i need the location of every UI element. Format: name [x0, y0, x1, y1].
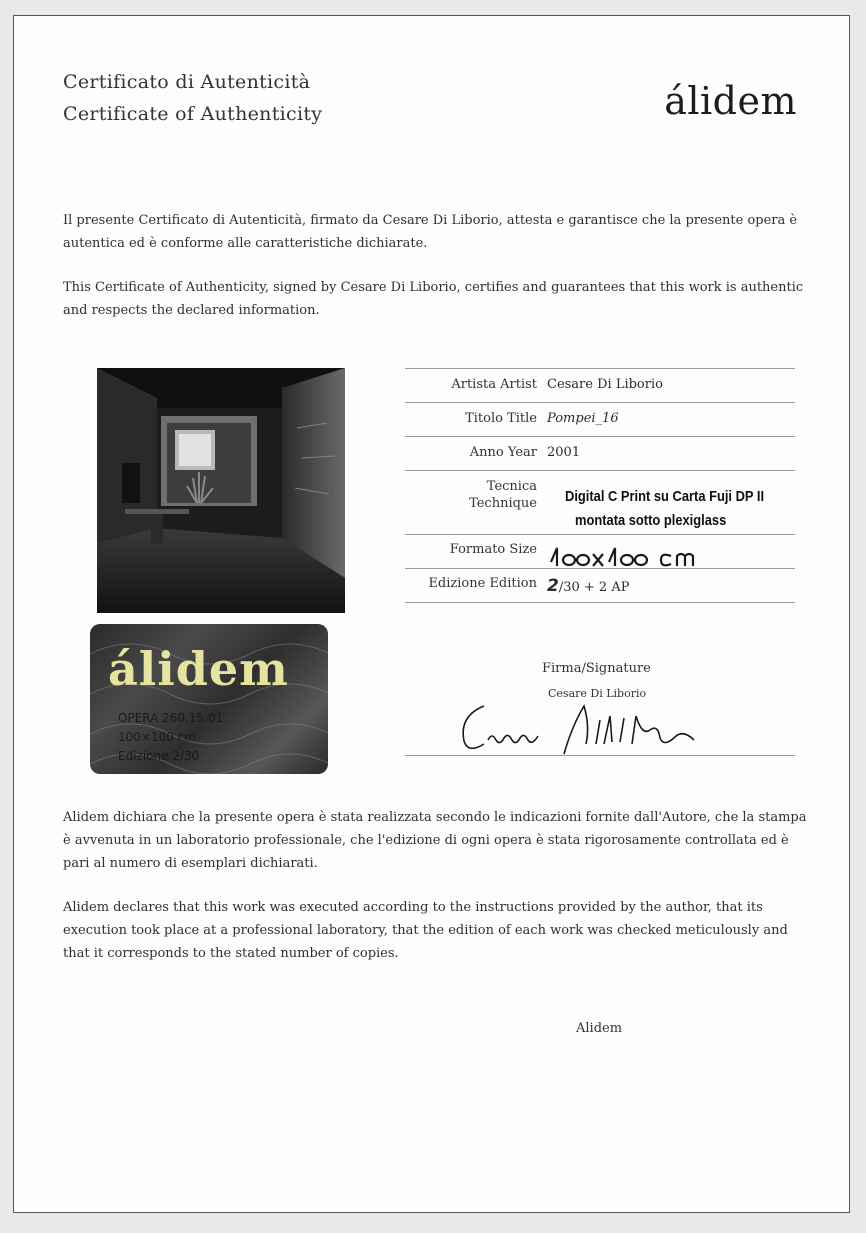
intro-english: This Certificate of Authenticity, signed by Cesare Di Liborio, certifies and guarantees that this work is authentic and respects the declared information. — [63, 280, 804, 318]
technique-stamp-line-2: montata sotto plexiglass — [575, 512, 727, 529]
edition-label: Edizione Edition — [428, 576, 537, 591]
handwritten-signature — [454, 696, 734, 756]
artist-label: Artista Artist — [451, 377, 537, 392]
signature-label: Firma/Signature — [542, 661, 651, 676]
edition-suffix: /30 + 2 AP — [558, 580, 630, 595]
year-value: 2001 — [547, 445, 581, 460]
edition-value — [547, 576, 629, 596]
edition-number-handwritten: 2 — [547, 576, 559, 596]
title-value: Pompei_16 — [547, 411, 619, 426]
format-label: Formato Size — [449, 542, 537, 557]
title-italian: Certificato di Autenticità — [63, 71, 311, 93]
signature-printed-name: Cesare Di Liborio — [548, 687, 647, 700]
hologram-line-1: OPERA 260.15.01 — [118, 711, 224, 725]
technique-label — [469, 478, 537, 512]
artist-value: Cesare Di Liborio — [547, 377, 663, 392]
year-label: Anno Year — [469, 445, 537, 460]
hologram-sticker — [90, 624, 328, 774]
closing-signoff: Alidem — [576, 1021, 623, 1036]
hologram-line-3: Edizione 2/30 — [118, 749, 200, 763]
certificate-sheet — [13, 15, 850, 1213]
technique-label-en: Technique — [469, 496, 537, 511]
artwork-photo — [97, 368, 345, 613]
technique-label-it: Tecnica — [486, 479, 537, 494]
hologram-logo: álidem — [108, 642, 289, 696]
signature-line — [405, 755, 795, 756]
declaration-english: Alidem declares that this work was executed according to the instructions provided by the author, that its execution took place at a professional laboratory, that the edition of each work was checked meticulously and that it corresponds to the stated number of copies. — [63, 900, 788, 961]
declaration-italian: Alidem dichiara che la presente opera è stata realizzata secondo le indicazioni fornite dall'Autore, che la stampa è avvenuta in un laboratorio professionale, che l'edizione di ogni opera è stata rigorosamente controllata ed è pari al numero di esemplari dichiarati. — [63, 810, 807, 871]
technique-stamp-line-1: Digital C Print su Carta Fuji DP II — [565, 488, 765, 505]
hologram-line-2: 100×100 cm — [118, 730, 196, 744]
title-english: Certificate of Authenticity — [63, 103, 323, 125]
format-handwritten-value — [545, 538, 735, 570]
title-label: Titolo Title — [465, 411, 537, 426]
alidem-logo: álidem — [664, 79, 797, 123]
intro-italian: Il presente Certificato di Autenticità, firmato da Cesare Di Liborio, attesta e garantisce che la presente opera è autentica ed è conforme alle caratteristiche dichiarate. — [63, 213, 798, 251]
